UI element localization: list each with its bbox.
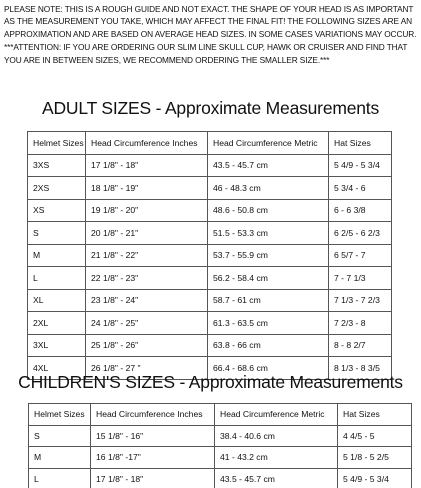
metric-cell: 56.2 - 58.4 cm (208, 267, 329, 290)
inches-cell: 17 1/8" - 18" (86, 154, 208, 177)
table-header-row (28, 132, 392, 155)
helmet-size-cell: M (29, 447, 91, 469)
inches-cell: 17 1/8" - 18" (91, 468, 215, 488)
hat-size-cell: 5 4/9 - 5 3/4 (329, 154, 392, 177)
header-circumference-inches: Head Circumference Inches (86, 132, 208, 155)
table-row (28, 222, 392, 245)
header-hat-sizes: Hat Sizes (329, 132, 392, 155)
metric-cell: 46 - 48.3 cm (208, 177, 329, 200)
hat-size-cell: 6 2/5 - 6 2/3 (329, 222, 392, 245)
fit-disclaimer: PLEASE NOTE: THIS IS A ROUGH GUIDE AND NOT EXACT. THE SHAPE OF YOUR HEAD IS AS IMPORTANT AS THE MEASUREMENT YOU TAKE, WHICH MAY AFFECT THE FINAL FIT! THE FOLLOWING SIZES ARE AN APPROXIMATION AND ARE BASED ON AVERAGE HEAD SIZES. IN SOME CASES VARIATIONS MAY OCCUR. (4, 4, 417, 39)
inches-cell: 24 1/8" - 25" (86, 312, 208, 335)
metric-cell: 43.5 - 45.7 cm (215, 468, 338, 488)
inches-cell: 15 1/8" - 16" (91, 425, 215, 447)
adult-table-header (28, 132, 392, 155)
inches-cell: 26 1/8" - 27 " (86, 357, 208, 380)
helmet-size-cell: L (29, 468, 91, 488)
children-sizes-heading: CHILDREN'S SIZES - Approximate Measurements (18, 372, 403, 392)
fit-notice (4, 3, 418, 66)
metric-cell: 66.4 - 68.6 cm (208, 357, 329, 380)
metric-cell: 38.4 - 40.6 cm (215, 425, 338, 447)
helmet-size-cell: S (28, 222, 86, 245)
table-row (29, 425, 412, 447)
inches-cell: 19 1/8" - 20" (86, 199, 208, 222)
table-row (28, 177, 392, 200)
hat-size-cell: 5 1/8 - 5 2/5 (338, 447, 412, 469)
hat-size-cell: 8 1/3 - 8 3/5 (329, 357, 392, 380)
hat-size-cell: 7 2/3 - 8 (329, 312, 392, 335)
header-helmet-sizes: Helmet Sizes (28, 132, 86, 155)
hat-size-cell: 4 4/5 - 5 (338, 425, 412, 447)
hat-size-cell: 7 1/3 - 7 2/3 (329, 289, 392, 312)
inches-cell: 16 1/8" -17" (91, 447, 215, 469)
helmet-size-cell: L (28, 267, 86, 290)
metric-cell: 43.5 - 45.7 cm (208, 154, 329, 177)
table-row (28, 289, 392, 312)
metric-cell: 41 - 43.2 cm (215, 447, 338, 469)
metric-cell: 63.8 - 66 cm (208, 334, 329, 357)
inches-cell: 21 1/8" - 22" (86, 244, 208, 267)
header-circumference-inches: Head Circumference Inches (91, 404, 215, 426)
helmet-size-cell: M (28, 244, 86, 267)
hat-size-cell: 6 5/7 - 7 (329, 244, 392, 267)
inches-cell: 23 1/8" - 24" (86, 289, 208, 312)
inches-cell: 18 1/8" - 19" (86, 177, 208, 200)
hat-size-cell: 8 - 8 2/7 (329, 334, 392, 357)
children-table-header (29, 404, 412, 426)
helmet-size-cell: XS (28, 199, 86, 222)
hat-size-cell: 6 - 6 3/8 (329, 199, 392, 222)
header-helmet-sizes: Helmet Sizes (29, 404, 91, 426)
header-circumference-metric: Head Circumference Metric (215, 404, 338, 426)
helmet-size-cell: XL (28, 289, 86, 312)
header-circumference-metric: Head Circumference Metric (208, 132, 329, 155)
helmet-size-cell: S (29, 425, 91, 447)
table-row (28, 244, 392, 267)
attention-notice: ***ATTENTION: IF YOU ARE ORDERING OUR SLIM LINE SKULL CUP, HAWK OR CRUISER AND FIND THAT YOU ARE IN BETWEEN SIZES, WE RECOMMEND ORDERING THE SMALLER SIZE.*** (4, 42, 408, 65)
helmet-size-cell: 3XL (28, 334, 86, 357)
metric-cell: 53.7 - 55.9 cm (208, 244, 329, 267)
table-row (28, 267, 392, 290)
metric-cell: 48.6 - 50.8 cm (208, 199, 329, 222)
metric-cell: 61.3 - 63.5 cm (208, 312, 329, 335)
adult-size-table (27, 131, 392, 380)
helmet-size-cell: 3XS (28, 154, 86, 177)
inches-cell: 25 1/8" - 26" (86, 334, 208, 357)
metric-cell: 58.7 - 61 cm (208, 289, 329, 312)
children-size-table (28, 403, 412, 488)
helmet-size-cell: 2XL (28, 312, 86, 335)
hat-size-cell: 5 3/4 - 6 (329, 177, 392, 200)
table-row (29, 447, 412, 469)
adult-table-body (28, 154, 392, 379)
hat-size-cell: 7 - 7 1/3 (329, 267, 392, 290)
hat-size-cell: 5 4/9 - 5 3/4 (338, 468, 412, 488)
table-row (28, 154, 392, 177)
table-row (28, 199, 392, 222)
inches-cell: 20 1/8" - 21" (86, 222, 208, 245)
children-table-body (29, 425, 412, 488)
metric-cell: 51.5 - 53.3 cm (208, 222, 329, 245)
inches-cell: 22 1/8" - 23" (86, 267, 208, 290)
table-row (29, 468, 412, 488)
adult-sizes-heading: ADULT SIZES - Approximate Measurements (41, 98, 380, 118)
helmet-size-cell: 4XL (28, 357, 86, 380)
header-hat-sizes: Hat Sizes (338, 404, 412, 426)
table-header-row (29, 404, 412, 426)
helmet-size-cell: 2XS (28, 177, 86, 200)
table-row (28, 334, 392, 357)
table-row (28, 312, 392, 335)
